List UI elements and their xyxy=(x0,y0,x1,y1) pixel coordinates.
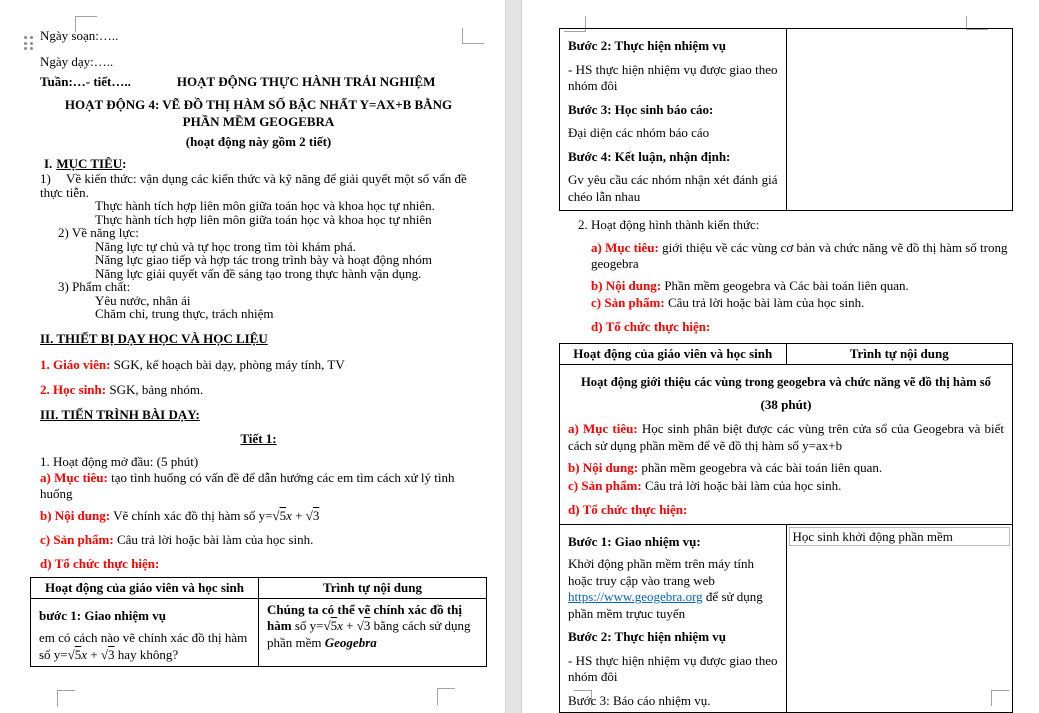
buoc-2-title: Bước 2: Thực hiện nhiệm vụ xyxy=(568,629,726,644)
para-a-muc-tieu xyxy=(30,470,487,502)
c-text: Câu trả lời hoặc bài làm của học sinh. xyxy=(664,295,865,310)
para-nang-luc-1: Năng lực tự chủ và tự học trong tìm tòi khám phá. xyxy=(95,238,356,254)
table-header-row xyxy=(560,344,1013,365)
table-body-row xyxy=(560,524,1013,713)
geogebra-name: Geogebra xyxy=(324,634,377,650)
answer-bold: Chúng ta có thể vẽ chính xác đồ thị hàm xyxy=(267,601,463,633)
para-giao-vien xyxy=(30,357,487,373)
page-1-text-area xyxy=(30,28,487,667)
tuan-heading: HOẠT ĐỘNG THỰC HÀNH TRẢI NGHIỆM xyxy=(176,74,436,89)
para-hoc-sinh xyxy=(30,382,487,398)
buoc-3-text: Đại diện các nhóm báo cáo xyxy=(568,125,710,140)
radicand: 5 xyxy=(330,618,338,633)
radicand: 3 xyxy=(108,646,115,662)
para-kien-thuc xyxy=(30,172,487,199)
para-b-noi-dung-t2 xyxy=(568,460,1004,477)
sqrt-sign: √ xyxy=(100,646,109,662)
b-label: b) Nội dung: xyxy=(591,278,662,293)
header-trinh-tu: Trình tự nội dung xyxy=(259,577,487,598)
heading-tiet-1 xyxy=(30,431,487,447)
a-text: Học sinh phân biệt được các vùng trên cửa sổ của Geogebra và biết cách sử dụng phần mềm để vẽ đồ thị hàm số y=ax+b xyxy=(568,421,1005,453)
b-label: b) Nội dung: xyxy=(568,460,639,475)
activity-title: Hoạt động giới thiệu các vùng trong geogebra và chức năng vẽ đồ thị hàm số xyxy=(581,375,991,389)
buoc-1-text-post: để sử dụng phần mềm trựuc tuyến xyxy=(568,589,763,621)
math-plus: + xyxy=(87,646,101,662)
table-header-row xyxy=(31,577,487,598)
cell-content-sequence-empty xyxy=(786,29,1013,211)
activity-duration: (38 phút) xyxy=(760,396,812,412)
para-pham-chat-2: Chăm chỉ, trung thực, trách nhiệm xyxy=(95,306,274,321)
cell-content-sequence xyxy=(259,598,487,667)
radicand: 3 xyxy=(363,618,371,633)
buoc-1-question xyxy=(39,630,250,663)
activity-table-continued xyxy=(559,28,1013,211)
item-text: Về kiến thức: vận dụng các kiến thức và kỹ năng để giải quyết một số vấn đề thực tiễn. xyxy=(40,171,467,200)
math-var: x xyxy=(81,646,88,662)
sqrt-sign: √ xyxy=(323,618,331,633)
para-hoat-dong-mo-dau: 1. Hoạt động mở đầu: (5 phút) xyxy=(40,453,199,469)
tuan-label: Tuần:…- tiết….. xyxy=(40,74,131,89)
buoc-4-text: Gv yêu cầu các nhóm nhận xét đánh giá chéo lẫn nhau xyxy=(568,172,778,204)
heading-thiet-bi: II. THIẾT BỊ DẠY HỌC VÀ HỌC LIỆU xyxy=(40,330,268,346)
buoc-1-text-pre: Khởi động phần mềm trên máy tính hoặc truy cập vào trang web xyxy=(568,556,754,588)
buoc-3-title: Bước 3: Học sinh báo cáo: xyxy=(568,101,714,117)
answer-mid: bằng cách sử dụng phần mềm xyxy=(267,618,471,650)
para-tich-hop-1: Thực hành tích hợp liên môn giữa toán học và khoa học tự nhiên. xyxy=(95,198,435,213)
document-page-2 xyxy=(523,0,1039,713)
document-page-1 xyxy=(0,0,505,713)
heading-muc-tieu xyxy=(30,156,487,172)
para-pham-chat: 3) Phẩm chất: xyxy=(58,279,131,294)
para-d-to-chuc-2: d) Tổ chức thực hiện: xyxy=(591,319,711,334)
sqrt-sign: √ xyxy=(305,507,313,523)
table-body-row xyxy=(31,598,487,667)
para-c-san-pham-2 xyxy=(559,295,1013,311)
buoc-1-title: bước 1: Giao nhiệm vụ xyxy=(39,607,166,623)
buoc-3-text: Bước 3: Báo cáo nhiệm vụ. xyxy=(568,692,711,708)
heading-number: I. xyxy=(44,156,53,171)
c-text: Câu trả lời hoặc bài làm của học sinh. xyxy=(113,531,314,547)
a-label: a) Mục tiêu: xyxy=(568,421,638,436)
text-boundary-mark xyxy=(57,690,75,707)
math-var: x xyxy=(337,618,343,633)
document-title: HOẠT ĐỘNG 4: VẼ ĐỒ THỊ HÀM SỐ BẬC NHẤT Y=AX+B BẰNG PHẦN MỀM GEOGEBRA xyxy=(64,97,453,129)
buoc-4-title: Bước 4: Kết luận, nhận định: xyxy=(568,148,731,164)
header-hoat-dong: Hoạt động của giáo viên và học sinh xyxy=(31,577,259,598)
math-var: x xyxy=(286,507,292,523)
student-note-box: Học sinh khởi động phần mềm xyxy=(789,527,1011,546)
b-text: Phần mềm geogebra và Các bài toán liên quan. xyxy=(661,278,909,293)
text-boundary-mark xyxy=(437,688,455,705)
heading-text: MỤC TIÊU xyxy=(56,156,123,171)
heading-colon: : xyxy=(122,156,127,171)
b-text: Vẽ chính xác đồ thị hàm số y= xyxy=(110,507,273,523)
activity-table-page-1 xyxy=(30,577,487,668)
c-label: c) Sản phẩm: xyxy=(568,477,642,493)
b-label: b) Nội dung: xyxy=(40,507,111,523)
a-text: giới thiệu về các vùng cơ bản và chức năng vẽ đồ thị hàm số trong geogebra xyxy=(591,240,1008,271)
buoc-2-text: - HS thực hiện nhiệm vụ được giao theo nhóm đôi xyxy=(568,61,778,93)
heading-tien-trinh: III. TIẾN TRÌNH BÀI DẠY: xyxy=(40,406,200,422)
para-nang-luc: 2) Về năng lực: xyxy=(58,225,139,240)
cell-activity-intro xyxy=(560,365,1013,525)
para-hoat-dong-2: 2. Hoạt động hình thành kiến thức: xyxy=(578,217,760,232)
cell-teacher-activity xyxy=(560,29,787,211)
cell-teacher-activity xyxy=(560,524,787,713)
giao-vien-label: 1. Giáo viên: xyxy=(40,356,111,372)
hoc-sinh-label: 2. Học sinh: xyxy=(40,381,107,397)
q-text-end: hay không? xyxy=(114,646,179,662)
para-d-to-chuc: d) Tổ chức thực hiện: xyxy=(40,555,160,571)
para-nang-luc-2: Năng lực giao tiếp và hợp tác trong trình bày và hoạt động nhóm xyxy=(95,252,433,267)
q-text: em có cách nào vẽ chính xác đồ thị hàm số y= xyxy=(39,630,248,662)
giao-vien-text: SGK, kế hoạch bài dạy, phòng máy tính, TV xyxy=(110,356,345,372)
sqrt-sign: √ xyxy=(356,618,364,633)
radicand: 3 xyxy=(312,507,320,523)
merged-info-row xyxy=(560,365,1013,525)
a-label: a) Mục tiêu: xyxy=(40,469,108,485)
radicand: 5 xyxy=(74,646,82,662)
a-label: a) Mục tiêu: xyxy=(591,240,659,255)
para-c-san-pham xyxy=(30,532,487,548)
para-nang-luc-3: Năng lực giải quyết vấn đề sáng tạo trong thực hành vận dụng. xyxy=(95,265,422,281)
c-text: Câu trả lời hoặc bài làm của học sinh. xyxy=(641,477,842,493)
sqrt-sign: √ xyxy=(67,646,75,662)
document-subtitle: (hoạt động này gồm 2 tiết) xyxy=(185,134,332,149)
cell-content-sequence xyxy=(786,524,1013,713)
page-2-text-area xyxy=(559,28,1013,713)
para-a-muc-tieu-t2 xyxy=(568,421,1004,454)
para-b-noi-dung xyxy=(30,508,487,524)
para-a-muc-tieu-2 xyxy=(559,240,1013,272)
b-text: phần mềm geogebra và các bài toán liên quan. xyxy=(638,460,883,475)
radicand: 5 xyxy=(279,507,287,523)
math-plus: + xyxy=(342,618,357,633)
line-tuan xyxy=(30,74,487,90)
a-text: tạo tình huống có vấn đề để dẫn hướng các em tìm cách xử lý tình huống xyxy=(40,469,455,501)
activity-table-page-2 xyxy=(559,343,1013,713)
buoc-1-title: Bước 1: Giao nhiệm vụ: xyxy=(568,533,701,549)
answer-pre: số y= xyxy=(294,618,324,633)
buoc-2-text: - HS thực hiện nhiệm vụ được giao theo nhóm đôi xyxy=(568,652,778,684)
buoc-2-title: Bước 2: Thực hiện nhiệm vụ xyxy=(568,38,726,53)
para-tich-hop-2: Thực hành tích hợp liên môn giữa toán học và khoa học tự nhiên xyxy=(95,211,432,227)
page-gap xyxy=(505,0,522,713)
line-ngay-soan: Ngày soạn:….. xyxy=(40,28,119,43)
math-plus: + xyxy=(291,507,306,523)
sqrt-sign: √ xyxy=(272,507,280,523)
item-number: 1) xyxy=(40,171,51,186)
line-ngay-day: Ngày dạy:….. xyxy=(40,54,114,69)
c-label: c) Sản phẩm: xyxy=(40,531,114,547)
table-body-row xyxy=(560,29,1013,211)
geogebra-link[interactable]: https://www.geogebra.org xyxy=(568,589,703,604)
tiet-1-text: Tiết 1: xyxy=(240,430,277,446)
header-hoat-dong: Hoạt động của giáo viên và học sinh xyxy=(560,344,787,365)
answer-text xyxy=(267,602,478,652)
buoc-1-text xyxy=(568,556,778,622)
para-pham-chat-1: Yêu nước, nhân ái xyxy=(95,292,191,308)
para-d-to-chuc-t2: d) Tổ chức thực hiện: xyxy=(568,502,688,517)
header-trinh-tu: Trình tự nội dung xyxy=(786,344,1013,365)
cell-teacher-activity xyxy=(31,598,259,667)
c-label: c) Sản phẩm: xyxy=(591,295,665,310)
para-b-noi-dung-2 xyxy=(559,278,1013,294)
para-c-san-pham-t2 xyxy=(568,478,1004,495)
hoc-sinh-text: SGK, bảng nhóm. xyxy=(106,381,204,397)
